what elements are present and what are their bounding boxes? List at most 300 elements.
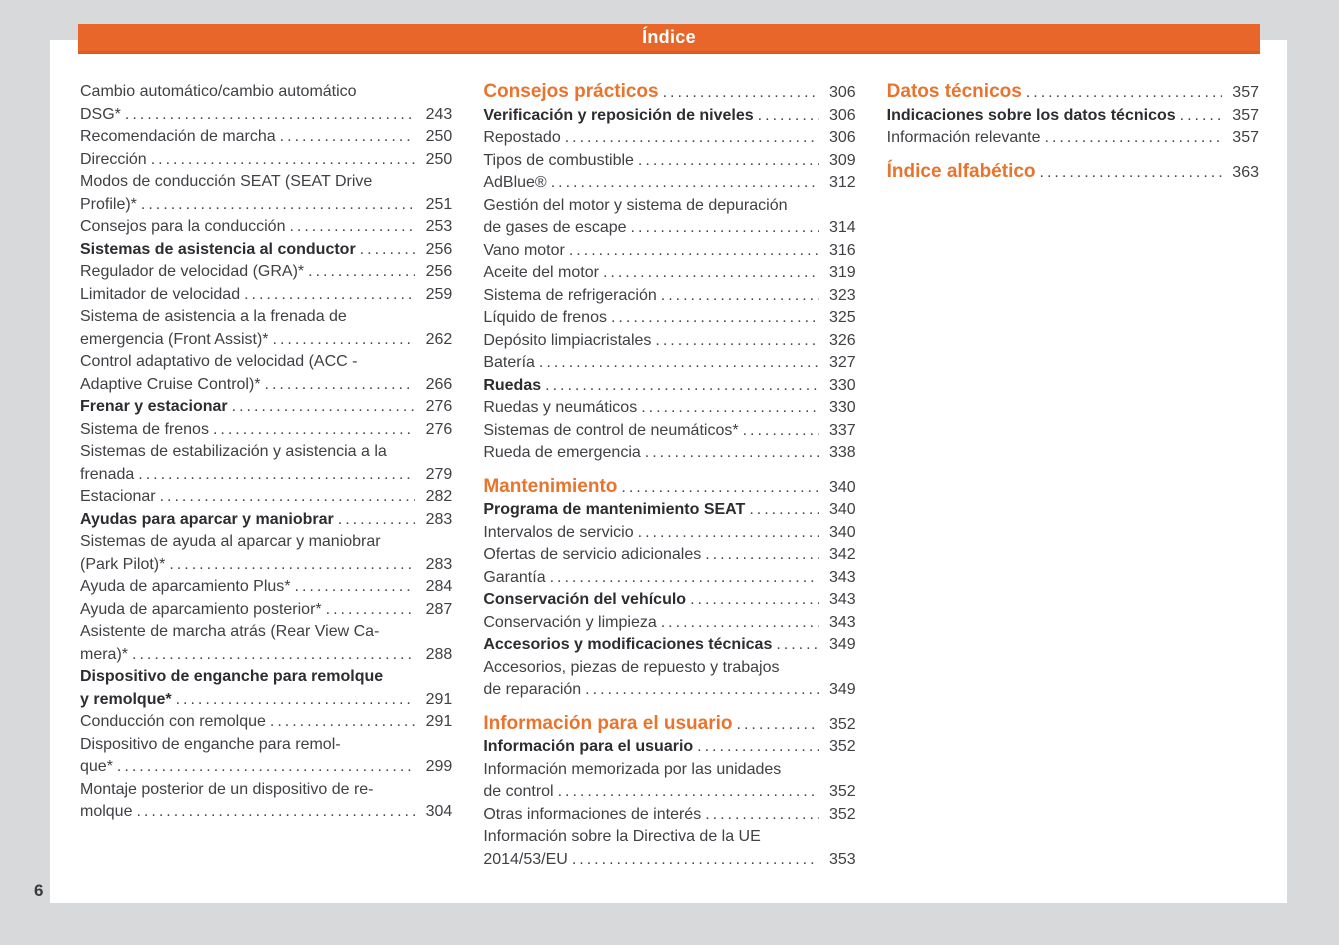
toc-entry-row xyxy=(80,216,452,239)
toc-entry-page-number: 243 xyxy=(425,105,453,123)
dot-leader xyxy=(758,105,819,128)
dot-leader xyxy=(631,217,819,240)
toc-entry-page-number: 284 xyxy=(425,578,453,595)
dot-leader xyxy=(308,261,415,284)
toc-entry-page-number: 256 xyxy=(425,263,453,280)
dot-leader xyxy=(705,544,818,567)
toc-entry-row xyxy=(80,599,452,622)
toc-column xyxy=(80,81,452,871)
dot-leader xyxy=(360,239,416,262)
toc-entry-page-number: 314 xyxy=(828,219,856,236)
toc-entry-row xyxy=(887,127,1259,150)
toc-entry xyxy=(483,330,855,353)
toc-entry-row xyxy=(80,689,452,712)
toc-entry-label: Ruedas xyxy=(483,376,542,394)
toc-entry-label: Índice alfabético xyxy=(886,160,1036,182)
dot-leader xyxy=(655,330,818,353)
toc-entry xyxy=(483,397,855,420)
toc-entry-page-number: 357 xyxy=(1232,129,1259,146)
toc-section-heading xyxy=(887,81,1259,105)
toc-entry-row xyxy=(80,261,452,284)
toc-entry-page-number: 250 xyxy=(425,128,453,145)
dot-leader xyxy=(737,714,819,737)
toc-entry-page-number: 352 xyxy=(828,715,856,733)
toc-entry-page-number: 291 xyxy=(425,690,453,708)
dot-leader xyxy=(638,522,819,545)
toc-entry xyxy=(483,544,855,567)
toc-entry-label: Aceite del motor xyxy=(483,264,599,281)
dot-leader xyxy=(1180,105,1222,128)
toc-entry xyxy=(80,666,452,711)
toc-entry xyxy=(80,711,452,734)
dot-leader xyxy=(289,216,415,239)
toc-entry-row xyxy=(80,509,452,532)
toc-entry xyxy=(80,81,452,126)
toc-entry xyxy=(483,657,855,702)
toc-entry-row xyxy=(483,804,855,827)
toc-entry-row xyxy=(483,172,855,195)
dot-leader xyxy=(270,711,415,734)
toc-entry-row xyxy=(80,284,452,307)
toc-entry-label: Programa de mantenimiento SEAT xyxy=(483,501,746,518)
dot-leader xyxy=(1045,127,1222,150)
toc-entry-row xyxy=(80,374,452,397)
toc-entry-page-number: 306 xyxy=(828,106,856,124)
toc-entry xyxy=(483,172,855,195)
toc-entry-label-line: Dispositivo de enganche para remolque xyxy=(80,668,384,685)
dot-leader xyxy=(244,284,415,307)
toc-entry-page-number: 304 xyxy=(425,803,453,820)
toc-entry-row xyxy=(483,522,855,545)
toc-entry-page-number: 349 xyxy=(828,636,856,653)
toc-entry-row xyxy=(483,567,855,590)
toc-entry xyxy=(80,486,452,509)
toc-entry xyxy=(80,779,452,824)
toc-entry xyxy=(887,105,1259,128)
toc-entry-page-number: 338 xyxy=(828,444,856,461)
toc-entry xyxy=(483,195,855,240)
toc-entry-row xyxy=(80,104,452,127)
toc-entry-row xyxy=(887,105,1259,128)
toc-entry xyxy=(483,759,855,804)
toc-entry xyxy=(80,284,452,307)
toc-entry-label: AdBlue® xyxy=(483,174,547,191)
toc-entry xyxy=(80,734,452,779)
toc-entry-row xyxy=(483,736,855,759)
toc-entry-page-number: 259 xyxy=(425,285,453,303)
toc-entry-label: Conservación del vehículo xyxy=(483,591,687,608)
toc-entry xyxy=(483,127,855,150)
toc-entry-page-number: 250 xyxy=(425,150,453,168)
dot-leader xyxy=(213,419,415,442)
toc-entry-row xyxy=(80,464,452,487)
dot-leader xyxy=(295,576,416,599)
dot-leader xyxy=(176,689,416,712)
toc-entry-label: Información relevante xyxy=(886,129,1041,146)
toc-entry-page-number: 330 xyxy=(828,376,856,394)
toc-entry xyxy=(80,576,452,599)
toc-entry-label: de reparación xyxy=(483,681,582,698)
dot-leader xyxy=(603,262,819,285)
toc-entry-label-line: Información sobre la Directiva de la UE xyxy=(483,828,761,845)
toc-entry xyxy=(80,441,452,486)
dot-leader xyxy=(125,104,415,127)
toc-entry xyxy=(80,599,452,622)
toc-entry xyxy=(80,171,452,216)
toc-entry-label: Rueda de emergencia xyxy=(483,444,641,461)
dot-leader xyxy=(338,509,416,532)
toc-entry-label-line: Sistemas de estabilización y asistencia a la xyxy=(80,443,387,460)
toc-entry xyxy=(483,352,855,375)
toc-entry xyxy=(80,531,452,576)
toc-entry-page-number: 325 xyxy=(828,309,856,326)
toc-entry-label-line: Modos de conducción SEAT (SEAT Drive xyxy=(80,173,373,190)
toc-entry xyxy=(80,261,452,284)
toc-entry-page-number: 319 xyxy=(828,264,856,281)
dot-leader xyxy=(611,307,819,330)
toc-entry-page-number: 287 xyxy=(425,600,453,618)
toc-entry xyxy=(80,216,452,239)
toc-entry-label: DSG* xyxy=(80,105,121,123)
toc-entry-label: Ruedas y neumáticos xyxy=(483,399,638,416)
toc-entry-page-number: 312 xyxy=(828,174,856,191)
toc-entry-label: Información para el usuario xyxy=(483,738,694,755)
dot-leader xyxy=(663,82,819,105)
toc-entry-row xyxy=(80,126,452,149)
toc-entry-row xyxy=(80,554,452,577)
toc-entry-row xyxy=(887,161,1259,185)
dot-leader xyxy=(545,375,819,398)
toc-entry-label: Depósito limpiacristales xyxy=(483,331,652,349)
toc-entry-page-number: 251 xyxy=(425,195,453,213)
toc-entry-row xyxy=(483,262,855,285)
dot-leader xyxy=(326,599,416,622)
toc-entry-row xyxy=(483,589,855,612)
toc-entry-row xyxy=(483,397,855,420)
toc-entry-row xyxy=(483,849,855,872)
dot-leader xyxy=(645,442,819,465)
toc-entry-row xyxy=(483,679,855,702)
dot-leader xyxy=(572,849,819,872)
dot-leader xyxy=(273,329,416,352)
toc-entry-label: Sistema de frenos xyxy=(80,420,209,438)
toc-entry-row xyxy=(80,486,452,509)
toc-entry-page-number: 276 xyxy=(425,398,453,415)
toc-entry-page-number: 342 xyxy=(828,546,856,563)
toc-entry-label: Conducción con remolque xyxy=(80,713,266,730)
toc-entry-page-number: 343 xyxy=(828,613,856,631)
toc-entry-label: Indicaciones sobre los datos técnicos xyxy=(886,106,1176,124)
toc-column xyxy=(887,81,1259,871)
dot-leader xyxy=(558,781,819,804)
toc-entry-row xyxy=(80,576,452,599)
toc-entry xyxy=(887,127,1259,150)
toc-entry-row xyxy=(483,150,855,173)
toc-entry-page-number: 256 xyxy=(425,240,453,258)
toc-entry-label: Mantenimiento xyxy=(483,475,618,497)
toc-entry-page-number: 340 xyxy=(828,501,856,518)
toc-entry-label-line: Cambio automático/cambio automático xyxy=(80,83,357,100)
toc-entry xyxy=(483,375,855,398)
dot-leader xyxy=(749,499,818,522)
toc-entry xyxy=(483,499,855,522)
toc-entry-page-number: 288 xyxy=(425,645,453,663)
toc-entry-label: que* xyxy=(80,758,113,775)
toc-entry xyxy=(483,589,855,612)
toc-entry-page-number: 340 xyxy=(828,523,856,541)
toc-entry-row xyxy=(483,612,855,635)
toc-entry-label: Datos técnicos xyxy=(886,81,1022,102)
toc-entry-page-number: 283 xyxy=(425,510,453,528)
toc-entry-label: molque xyxy=(80,803,133,820)
toc-entry-page-number: 283 xyxy=(425,555,453,573)
toc-entry-label-line: Montaje posterior de un dispositivo de re- xyxy=(80,780,374,798)
toc-entry xyxy=(483,442,855,465)
page-title: Índice xyxy=(642,27,696,47)
dot-leader xyxy=(565,127,819,150)
toc-entry xyxy=(80,509,452,532)
toc-entry-label: Información para el usuario xyxy=(483,712,733,734)
toc-entry-row xyxy=(483,240,855,263)
toc-entry-page-number: 279 xyxy=(425,465,453,483)
toc-section-heading xyxy=(483,713,855,737)
page-header xyxy=(78,24,1260,54)
toc-entry-page-number: 323 xyxy=(828,286,856,304)
dot-leader xyxy=(1040,162,1222,185)
dot-leader xyxy=(585,679,818,702)
toc-entry-row xyxy=(80,194,452,217)
toc-entry xyxy=(483,420,855,443)
toc-entry-label: y remolque* xyxy=(80,690,172,708)
toc-entry-label: Ayuda de aparcamiento Plus* xyxy=(80,578,291,595)
toc-entry-label: Consejos para la conducción xyxy=(80,218,286,235)
toc-entry-page-number: 337 xyxy=(828,421,856,439)
toc-entry-page-number: 253 xyxy=(425,218,453,235)
toc-entry-row xyxy=(80,149,452,172)
toc-entry-page-number: 291 xyxy=(425,713,453,730)
dot-leader xyxy=(551,172,819,195)
toc-entry-row xyxy=(483,81,855,105)
toc-entry xyxy=(483,240,855,263)
toc-entry-label: mera)* xyxy=(80,645,129,663)
toc-entry-page-number: 363 xyxy=(1232,163,1259,181)
toc-entry xyxy=(483,612,855,635)
toc-entry-row xyxy=(483,127,855,150)
toc-entry xyxy=(483,522,855,545)
toc-entry-page-number: 352 xyxy=(828,783,856,800)
dot-leader xyxy=(232,396,416,419)
toc-entry xyxy=(80,149,452,172)
toc-entry-label: Verificación y reposición de niveles xyxy=(483,106,754,124)
toc-entry-row xyxy=(483,781,855,804)
toc-entry-page-number: 316 xyxy=(828,241,856,259)
toc-entry-label: Sistemas de control de neumáticos* xyxy=(483,421,739,439)
toc-entry-row xyxy=(483,713,855,737)
toc-entry-page-number: 299 xyxy=(425,758,453,775)
toc-entry-label: (Park Pilot)* xyxy=(80,555,166,573)
toc-entry-label: Ofertas de servicio adicionales xyxy=(483,546,702,563)
toc-entry-page-number: 353 xyxy=(828,850,856,868)
dot-leader xyxy=(265,374,416,397)
toc-entry-row xyxy=(483,442,855,465)
toc-entry-label: Limitador de velocidad xyxy=(80,285,241,303)
toc-entry-label-line: Información memorizada por las unidades xyxy=(483,760,782,778)
page-number: 6 xyxy=(34,881,44,900)
toc-entry xyxy=(80,239,452,262)
dot-leader xyxy=(151,149,416,172)
dot-leader xyxy=(743,420,819,443)
toc-entry-row xyxy=(483,285,855,308)
toc-entry-row xyxy=(483,420,855,443)
toc-entry-label: Estacionar xyxy=(80,488,156,505)
toc-entry-label: frenada xyxy=(80,465,135,483)
toc-entry xyxy=(483,804,855,827)
toc-entry-row xyxy=(80,329,452,352)
toc-entry-row xyxy=(483,499,855,522)
toc-entry-label-line: Gestión del motor y sistema de depuración xyxy=(483,196,788,214)
toc-entry xyxy=(80,396,452,419)
toc-entry xyxy=(80,306,452,351)
toc-entry-label: de control xyxy=(483,783,554,800)
dot-leader xyxy=(141,194,415,217)
toc-entry-label: Recomendación de marcha xyxy=(80,128,276,145)
toc-entry xyxy=(483,150,855,173)
toc-entry xyxy=(80,126,452,149)
toc-entry-label: emergencia (Front Assist)* xyxy=(80,330,269,348)
dot-leader xyxy=(1026,82,1222,105)
dot-leader xyxy=(569,240,819,263)
toc-entry-page-number: 276 xyxy=(425,420,453,438)
toc-entry-row xyxy=(483,544,855,567)
toc-entry-label: Ayudas para aparcar y maniobrar xyxy=(80,510,334,528)
toc-entry-label: Conservación y limpieza xyxy=(483,613,657,631)
dot-leader xyxy=(621,477,818,500)
toc-entry-label-line: Sistemas de ayuda al aparcar y maniobrar xyxy=(80,533,381,550)
toc-section-heading xyxy=(483,476,855,500)
toc-entry-label: 2014/53/EU xyxy=(483,850,568,868)
toc-entry xyxy=(483,285,855,308)
toc-entry-page-number: 266 xyxy=(425,375,453,393)
dot-leader xyxy=(641,397,818,420)
toc-entry-page-number: 327 xyxy=(828,354,856,371)
toc-entry-label: Garantía xyxy=(483,568,546,586)
toc-columns xyxy=(80,81,1259,871)
toc-entry xyxy=(483,307,855,330)
toc-entry-row xyxy=(483,217,855,240)
toc-entry-label: Sistema de refrigeración xyxy=(483,286,657,304)
toc-entry-row xyxy=(483,307,855,330)
toc-entry xyxy=(80,621,452,666)
toc-entry-row xyxy=(483,330,855,353)
toc-entry-row xyxy=(80,644,452,667)
toc-entry-page-number: 309 xyxy=(828,151,856,169)
toc-entry-row xyxy=(80,711,452,734)
toc-entry-page-number: 330 xyxy=(828,399,856,416)
toc-entry xyxy=(483,736,855,759)
dot-leader xyxy=(638,150,819,173)
toc-entry xyxy=(483,634,855,657)
toc-entry-label: Vano motor xyxy=(483,241,565,259)
toc-entry-label: Intervalos de servicio xyxy=(483,523,634,541)
toc-entry-page-number: 326 xyxy=(828,331,856,349)
toc-entry-label: de gases de escape xyxy=(483,219,627,236)
toc-entry-label-line: Asistente de marcha atrás (Rear View Ca- xyxy=(80,623,380,640)
dot-leader xyxy=(280,126,416,149)
toc-entry-label-line: Sistema de asistencia a la frenada de xyxy=(80,308,347,325)
dot-leader xyxy=(705,804,818,827)
toc-entry-label: Adaptive Cruise Control)* xyxy=(80,375,261,393)
toc-entry-page-number: 262 xyxy=(425,330,453,348)
toc-entry-page-number: 343 xyxy=(828,568,856,586)
toc-entry-page-number: 352 xyxy=(828,738,856,755)
toc-entry-row xyxy=(80,396,452,419)
toc-entry-page-number: 352 xyxy=(828,805,856,823)
toc-entry-row xyxy=(483,634,855,657)
toc-entry-label-line: Control adaptativo de velocidad (ACC - xyxy=(80,353,358,370)
toc-entry-label: Batería xyxy=(483,354,535,371)
toc-entry xyxy=(483,105,855,128)
toc-entry-page-number: 282 xyxy=(425,488,453,505)
toc-entry-label: Sistemas de asistencia al conductor xyxy=(80,240,356,258)
toc-entry-label: Repostado xyxy=(483,129,561,146)
toc-entry-page-number: 306 xyxy=(828,84,856,101)
toc-entry xyxy=(483,262,855,285)
toc-entry xyxy=(483,826,855,871)
toc-entry-label: Ayuda de aparcamiento posterior* xyxy=(80,600,322,618)
toc-entry-row xyxy=(80,419,452,442)
dot-leader xyxy=(697,736,819,759)
dot-leader xyxy=(550,567,819,590)
toc-entry-label: Frenar y estacionar xyxy=(80,398,228,415)
toc-entry-label: Accesorios y modificaciones técnicas xyxy=(483,636,773,653)
dot-leader xyxy=(136,801,415,824)
toc-entry-label-line: Dispositivo de enganche para remol- xyxy=(80,735,341,753)
toc-entry-page-number: 357 xyxy=(1232,106,1259,124)
toc-entry-label: Otras informaciones de interés xyxy=(483,805,702,823)
dot-leader xyxy=(169,554,415,577)
toc-entry-row xyxy=(483,476,855,500)
toc-entry-page-number: 349 xyxy=(828,681,856,698)
toc-entry-label: Consejos prácticos xyxy=(483,81,659,102)
dot-leader xyxy=(160,486,416,509)
dot-leader xyxy=(661,612,819,635)
page xyxy=(50,40,1287,903)
toc-entry xyxy=(483,567,855,590)
toc-entry-page-number: 343 xyxy=(828,591,856,608)
toc-entry-row xyxy=(887,81,1259,105)
toc-entry-label: Profile)* xyxy=(80,195,137,213)
toc-entry-label: Tipos de combustible xyxy=(483,151,634,169)
toc-entry-label: Regulador de velocidad (GRA)* xyxy=(80,263,305,280)
toc-entry-row xyxy=(80,756,452,779)
toc-entry-page-number: 340 xyxy=(828,478,856,496)
toc-entry-row xyxy=(483,375,855,398)
toc-entry-label: Líquido de frenos xyxy=(483,309,607,326)
toc-section-heading xyxy=(887,161,1259,185)
toc-entry-row xyxy=(80,239,452,262)
dot-leader xyxy=(138,464,415,487)
dot-leader xyxy=(117,756,415,779)
toc-section-heading xyxy=(483,81,855,105)
toc-entry-row xyxy=(80,801,452,824)
dot-leader xyxy=(539,352,819,375)
toc-entry xyxy=(80,419,452,442)
toc-entry-label: Dirección xyxy=(80,150,147,168)
dot-leader xyxy=(132,644,415,667)
toc-entry-label-line: Accesorios, piezas de repuesto y trabajos xyxy=(483,658,780,676)
toc-entry-page-number: 357 xyxy=(1232,84,1259,101)
dot-leader xyxy=(661,285,819,308)
